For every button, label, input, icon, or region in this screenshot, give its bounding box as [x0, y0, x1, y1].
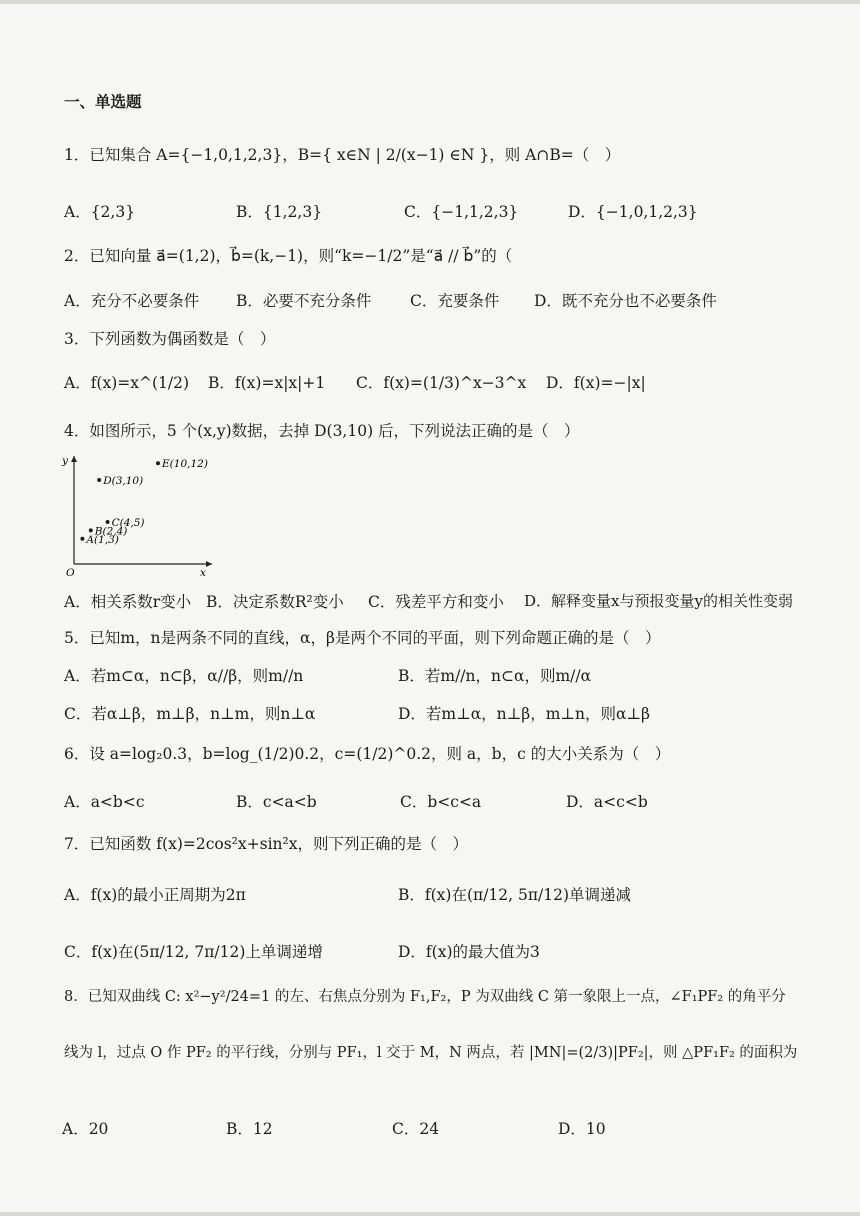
q3-option-a[interactable]: A．f(x)=x^(1/2) [64, 374, 190, 392]
q2-option-b[interactable]: B．必要不充分条件 [236, 292, 372, 310]
data-point-label-b: B(2,4) [94, 525, 128, 538]
data-point-a [80, 537, 84, 541]
q7-option-a[interactable]: A．f(x)的最小正周期为2π [64, 886, 246, 904]
q3-option-d[interactable]: D．f(x)=−|x| [546, 374, 646, 392]
question-8-stem-line2: 线为 l，过点 O 作 PF₂ 的平行线，分别与 PF₁，l 交于 M，N 两点，若 |MN|=(2/3)|PF₂|，则 △PF₁F₂ 的面积为 [64, 1045, 798, 1061]
scan-edge-top [0, 0, 860, 4]
data-point-label-c: C(4,5) [111, 517, 145, 529]
question-7-stem: 7．已知函数 f(x)=2cos²x+sin²x，则下列正确的是（ ） [64, 835, 468, 853]
q4-option-a[interactable]: A．相关系数r变小 [64, 593, 192, 611]
data-point-c [106, 520, 110, 524]
q6-option-b[interactable]: B．c<a<b [236, 793, 317, 811]
q5-option-d[interactable]: D．若m⊥α，n⊥β，m⊥n，则α⊥β [398, 705, 650, 723]
origin-label: O [66, 567, 75, 579]
question-3-stem: 3．下列函数为偶函数是（ ） [64, 330, 276, 348]
data-point-label-d: D(3,10) [103, 475, 144, 487]
x-axis-label: x [200, 567, 206, 579]
scatter-svg [60, 452, 220, 580]
scatter-figure [60, 452, 220, 580]
q6-option-d[interactable]: D．a<c<b [566, 793, 648, 811]
question-2-stem: 2．已知向量 a⃗=(1,2)，b⃗=(k,−1)，则“k=−1/2”是“a⃗ // b⃗”的（ [64, 247, 513, 265]
question-8-stem-line1: 8．已知双曲线 C: x²−y²/24=1 的左、右焦点分别为 F₁,F₂，P 为双曲线 C 第一象限上一点，∠F₁PF₂ 的角平分 [64, 989, 786, 1005]
q3-option-b[interactable]: B．f(x)=x|x|+1 [208, 374, 326, 392]
q4-option-b[interactable]: B．决定系数R²变小 [206, 593, 344, 611]
q1-option-a[interactable]: A．{2,3} [64, 203, 136, 221]
question-5-stem: 5．已知m，n是两条不同的直线，α，β是两个不同的平面，则下列命题正确的是（ ） [64, 629, 661, 647]
q4-option-c[interactable]: C．残差平方和变小 [368, 593, 504, 611]
section-title: 一、单选题 [64, 93, 142, 111]
data-point-d [97, 478, 101, 482]
q2-option-d[interactable]: D．既不充分也不必要条件 [534, 292, 717, 310]
q3-option-c[interactable]: C．f(x)=(1/3)^x−3^x [356, 374, 527, 392]
question-1-stem: 1．已知集合 A={−1,0,1,2,3}，B={ x∈N | 2/(x−1) ∈N }，则 A∩B=（ ） [64, 146, 621, 164]
q8-option-a[interactable]: A．20 [62, 1120, 109, 1138]
q6-option-c[interactable]: C．b<c<a [400, 793, 482, 811]
question-4-stem: 4．如图所示，5 个(x,y)数据，去掉 D(3,10) 后，下列说法正确的是（ ） [64, 422, 580, 440]
data-point-label-a: A(1,3) [86, 533, 119, 546]
x-axis-arrow [206, 561, 212, 567]
data-point-label-e: E(10,12) [162, 458, 208, 471]
q1-option-d[interactable]: D．{−1,0,1,2,3} [568, 203, 698, 221]
q1-option-c[interactable]: C．{−1,1,2,3} [404, 203, 519, 221]
q2-option-a[interactable]: A．充分不必要条件 [64, 292, 200, 310]
q8-option-d[interactable]: D．10 [558, 1120, 606, 1138]
q7-option-b[interactable]: B．f(x)在(π/12, 5π/12)单调递减 [398, 886, 632, 904]
y-axis-arrow [71, 456, 77, 462]
q8-option-c[interactable]: C．24 [392, 1120, 440, 1138]
q5-option-a[interactable]: A．若m⊂α，n⊂β，α//β，则m//n [64, 667, 304, 685]
q7-option-d[interactable]: D．f(x)的最大值为3 [398, 943, 540, 961]
q5-option-c[interactable]: C．若α⊥β，m⊥β，n⊥m，则n⊥α [64, 705, 316, 723]
q1-option-b[interactable]: B．{1,2,3} [236, 203, 323, 221]
q7-option-c[interactable]: C．f(x)在(5π/12, 7π/12)上单调递增 [64, 943, 323, 961]
data-point-e [156, 461, 160, 465]
data-points [80, 458, 208, 546]
data-point-b [89, 528, 93, 532]
y-axis-label: y [62, 455, 68, 467]
q5-option-b[interactable]: B．若m//n，n⊂α，则m//α [398, 667, 592, 685]
question-6-stem: 6．设 a=log₂0.3，b=log_(1/2)0.2，c=(1/2)^0.2，则 a，b，c 的大小关系为（ ） [64, 745, 671, 763]
q6-option-a[interactable]: A．a<b<c [64, 793, 145, 811]
q4-option-d[interactable]: D．解释变量x与预报变量y的相关性变弱 [524, 592, 793, 610]
scan-edge-bottom [0, 1212, 860, 1216]
q8-option-b[interactable]: B．12 [226, 1120, 273, 1138]
q2-option-c[interactable]: C．充要条件 [410, 292, 500, 310]
